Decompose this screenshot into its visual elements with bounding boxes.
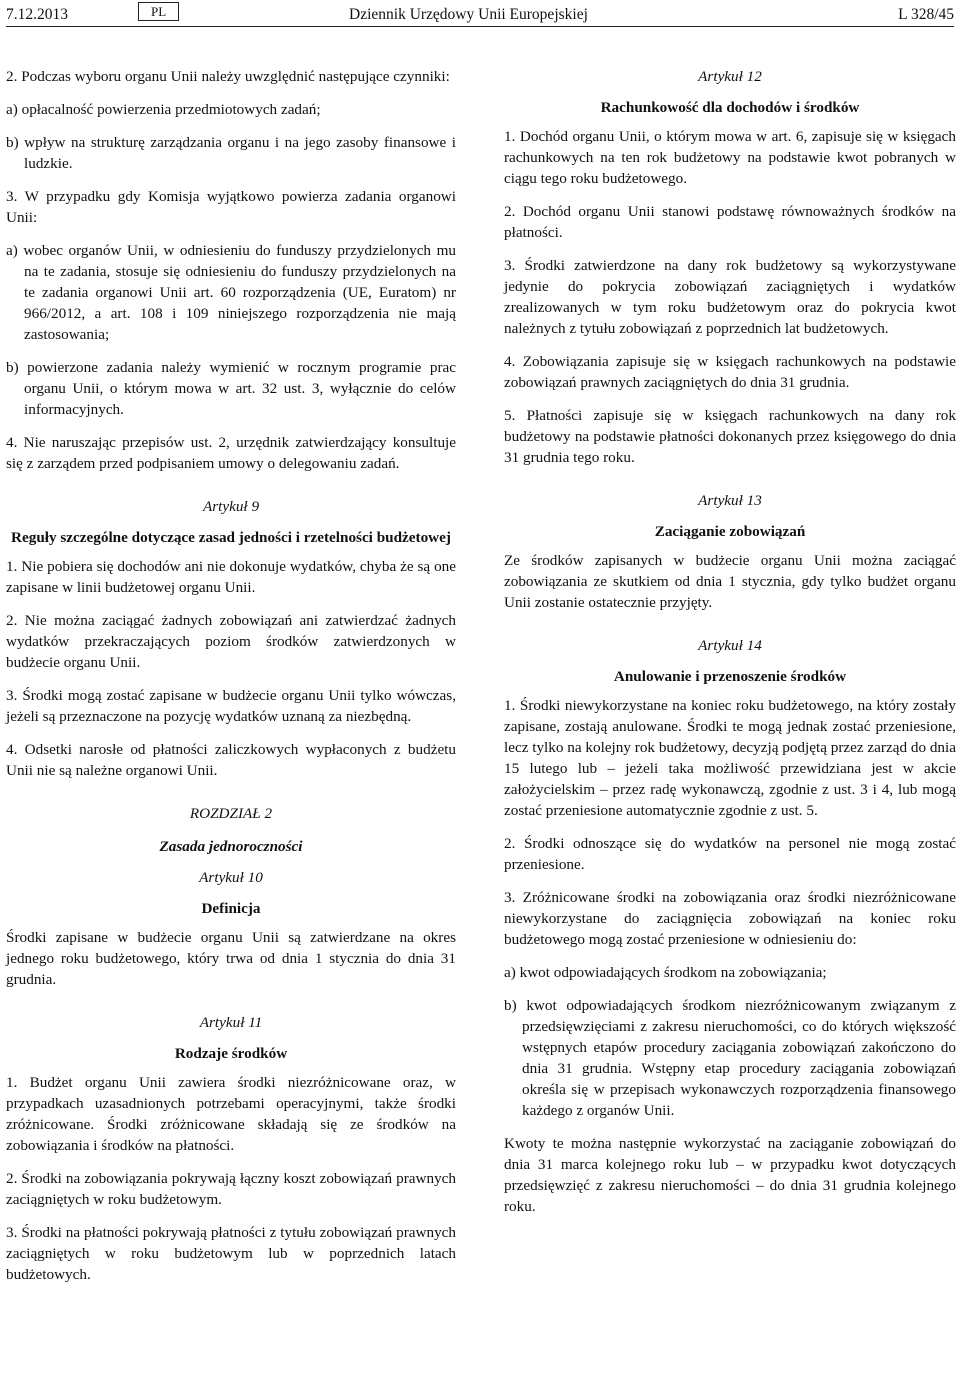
article-number: Artykuł 9 <box>202 498 260 515</box>
list-item: a) wobec organów Unii, w odniesieniu do funduszy przydzielonych mu na te zadania, stosuje się odniesieniu do funduszy przydzielonych na te zadania organowi Unii art. 60 rozporządzenia (UE, Euratom) nr 966/2012, a art. 108 i 109 niniejszego rozporządzenia nie mają zastosowania; <box>6 242 456 343</box>
article-number: Artykuł 12 <box>698 68 762 85</box>
article-title: Rodzaje środków <box>174 1045 288 1062</box>
page-header <box>6 0 954 27</box>
chapter-number: ROZDZIAŁ 2 <box>189 805 273 822</box>
paragraph: 3. W przypadku gdy Komisja wyjątkowo powierza zadania organowi Unii: <box>6 188 456 226</box>
article-title: Reguły szczególne dotyczące zasad jedności i rzetelności budżetowej <box>11 529 451 546</box>
paragraph: 2. Podczas wyboru organu Unii należy uwzględnić następujące czynniki: <box>6 68 450 85</box>
paragraph: 1. Środki niewykorzystane na koniec roku budżetowego, na który zostały zapisane, zostają anulowane. Środki te mogą jednak zostać przeniesione, lecz tylko na kolejny rok budżetowy, decyzją podjętą przez zarząd do dnia 15 lutego lub – jeżeli taka możliwość przewidziana jest w akcie założycielskim – przez radę wykonawczą, zgodnie z ust. 3 i 4, lub mogą zostać przeniesione automatycznie zgodnie z ust. 5. <box>504 697 956 819</box>
article-title: Zaciąganie zobowiązań <box>654 523 806 540</box>
paragraph: 4. Nie naruszając przepisów ust. 2, urzędnik zatwierdzający konsultuje się z zarządem przed podpisaniem umowy o delegowaniu zadań. <box>6 434 456 472</box>
paragraph: 1. Budżet organu Unii zawiera środki niezróżnicowane oraz, w przypadkach uzasadnionych potrzebami operacyjnymi, także środki zróżnicowane. Środki zróżnicowane składają się ze środków na zobowiązania i środków na płatności. <box>6 1074 456 1154</box>
article-number: Artykuł 14 <box>698 637 762 654</box>
article-number: Artykuł 10 <box>199 869 263 886</box>
chapter-title: Zasada jednoroczności <box>159 838 303 855</box>
right-column <box>504 66 956 1229</box>
list-item: b) kwot odpowiadających środkom niezróżnicowanym związanym z przedsięwzięciami z zakresu nieruchomości, co do których większość wstępnych etapów procedury zaciągania zobowiązań zakończono do dnia 31 grudnia. Wstępny etap procedury zaciągania zobowiązań określa się w przepisach wykonawczych rozporządzenia finansowego każdego z organów Unii. <box>504 997 956 1119</box>
list-item: a) opłacalność powierzenia przedmiotowych zadań; <box>6 101 321 118</box>
article-number: Artykuł 11 <box>199 1014 263 1031</box>
paragraph: Kwoty te można następnie wykorzystać na zaciąganie zobowiązań do dnia 31 marca kolejnego roku lub – w przypadku kwot dotyczących przedsięwzięć z zakresu nieruchomości – do dnia 31 grudnia kolejnego roku. <box>504 1135 956 1215</box>
paragraph: 2. Środki na zobowiązania pokrywają łączny koszt zobowiązań prawnych zaciągniętych w roku budżetowym. <box>6 1170 456 1208</box>
language-badge: PL <box>138 2 179 21</box>
paragraph: 2. Dochód organu Unii stanowi podstawę równoważnych środków na płatności. <box>504 203 956 241</box>
journal-title: Dziennik Urzędowy Unii Europejskiej <box>349 6 588 23</box>
page-reference: L 328/45 <box>898 6 954 23</box>
paragraph: 3. Środki zatwierdzone na dany rok budżetowy są wykorzystywane jedynie do pokrycia zobowiązań zaciągniętych i wydatków zrealizowanych w tym roku budżetowym oraz do pokrycia kwot należnych z tytułu zobowiązań z poprzednich lat budżetowych. <box>504 257 956 337</box>
list-item: a) kwot odpowiadających środkom na zobowiązania; <box>504 964 827 981</box>
paragraph: 2. Nie można zaciągać żadnych zobowiązań ani zatwierdzać żadnych wydatków przekraczających poziom środków zatwierdzonych w budżecie organu Unii. <box>6 612 456 671</box>
article-number: Artykuł 13 <box>698 492 762 509</box>
publication-date: 7.12.2013 <box>6 6 68 23</box>
paragraph: 1. Nie pobiera się dochodów ani nie dokonuje wydatków, chyba że są one zapisane w linii budżetowej organu Unii. <box>6 558 456 596</box>
list-item: b) powierzone zadania należy wymienić w rocznym programie prac organu Unii, o którym mowa w art. 32 ust. 3, wyłącznie do celów informacyjnych. <box>6 359 456 418</box>
paragraph: 3. Zróżnicowane środki na zobowiązania oraz środki niezróżnicowane niewykorzystane do zaciągnięcia zobowiązań na koniec roku budżetowego mogą zostać przeniesione w odniesieniu do: <box>504 889 956 948</box>
paragraph: Środki zapisane w budżecie organu Unii są zatwierdzane na okres jednego roku budżetowego, który trwa od dnia 1 stycznia do dnia 31 grudnia. <box>6 929 456 988</box>
article-title: Anulowanie i przenoszenie środków <box>613 668 847 685</box>
paragraph: 3. Środki na płatności pokrywają płatności z tytułu zobowiązań prawnych zaciągniętych w roku budżetowym lub w poprzednich latach budżetowych. <box>6 1224 456 1283</box>
paragraph: 3. Środki mogą zostać zapisane w budżecie organu Unii tylko wówczas, jeżeli są przeznaczone na pozycję wydatków uznaną za niezbędną. <box>6 687 456 725</box>
paragraph: 4. Odsetki narosłe od płatności zaliczkowych wypłaconych z budżetu Unii nie są należne organowi Unii. <box>6 741 456 779</box>
paragraph: 5. Płatności zapisuje się w księgach rachunkowych na dany rok budżetowy na podstawie płatności dokonanych przez księgowego do dnia 31 grudnia tego roku. <box>504 407 956 466</box>
list-item: b) wpływ na strukturę zarządzania organu i na jego zasoby finansowe i ludzkie. <box>6 134 456 172</box>
paragraph: 2. Środki odnoszące się do wydatków na personel nie mogą zostać przeniesione. <box>504 835 956 873</box>
left-column <box>6 66 456 1297</box>
paragraph: Ze środków zapisanych w budżecie organu Unii można zaciągać zobowiązania ze skutkiem od dnia 1 stycznia, gdy tylko budżet organu Unii zostanie ostatecznie przyjęty. <box>504 552 956 611</box>
article-title: Definicja <box>201 900 261 917</box>
paragraph: 1. Dochód organu Unii, o którym mowa w art. 6, zapisuje się w księgach rachunkowych na ten rok budżetowy na podstawie kwot pobranych w ciągu tego roku budżetowego. <box>504 128 956 187</box>
paragraph: 4. Zobowiązania zapisuje się w księgach rachunkowych na podstawie zobowiązań prawnych zaciągniętych do dnia 31 grudnia. <box>504 353 956 391</box>
article-title: Rachunkowość dla dochodów i środków <box>600 99 860 116</box>
